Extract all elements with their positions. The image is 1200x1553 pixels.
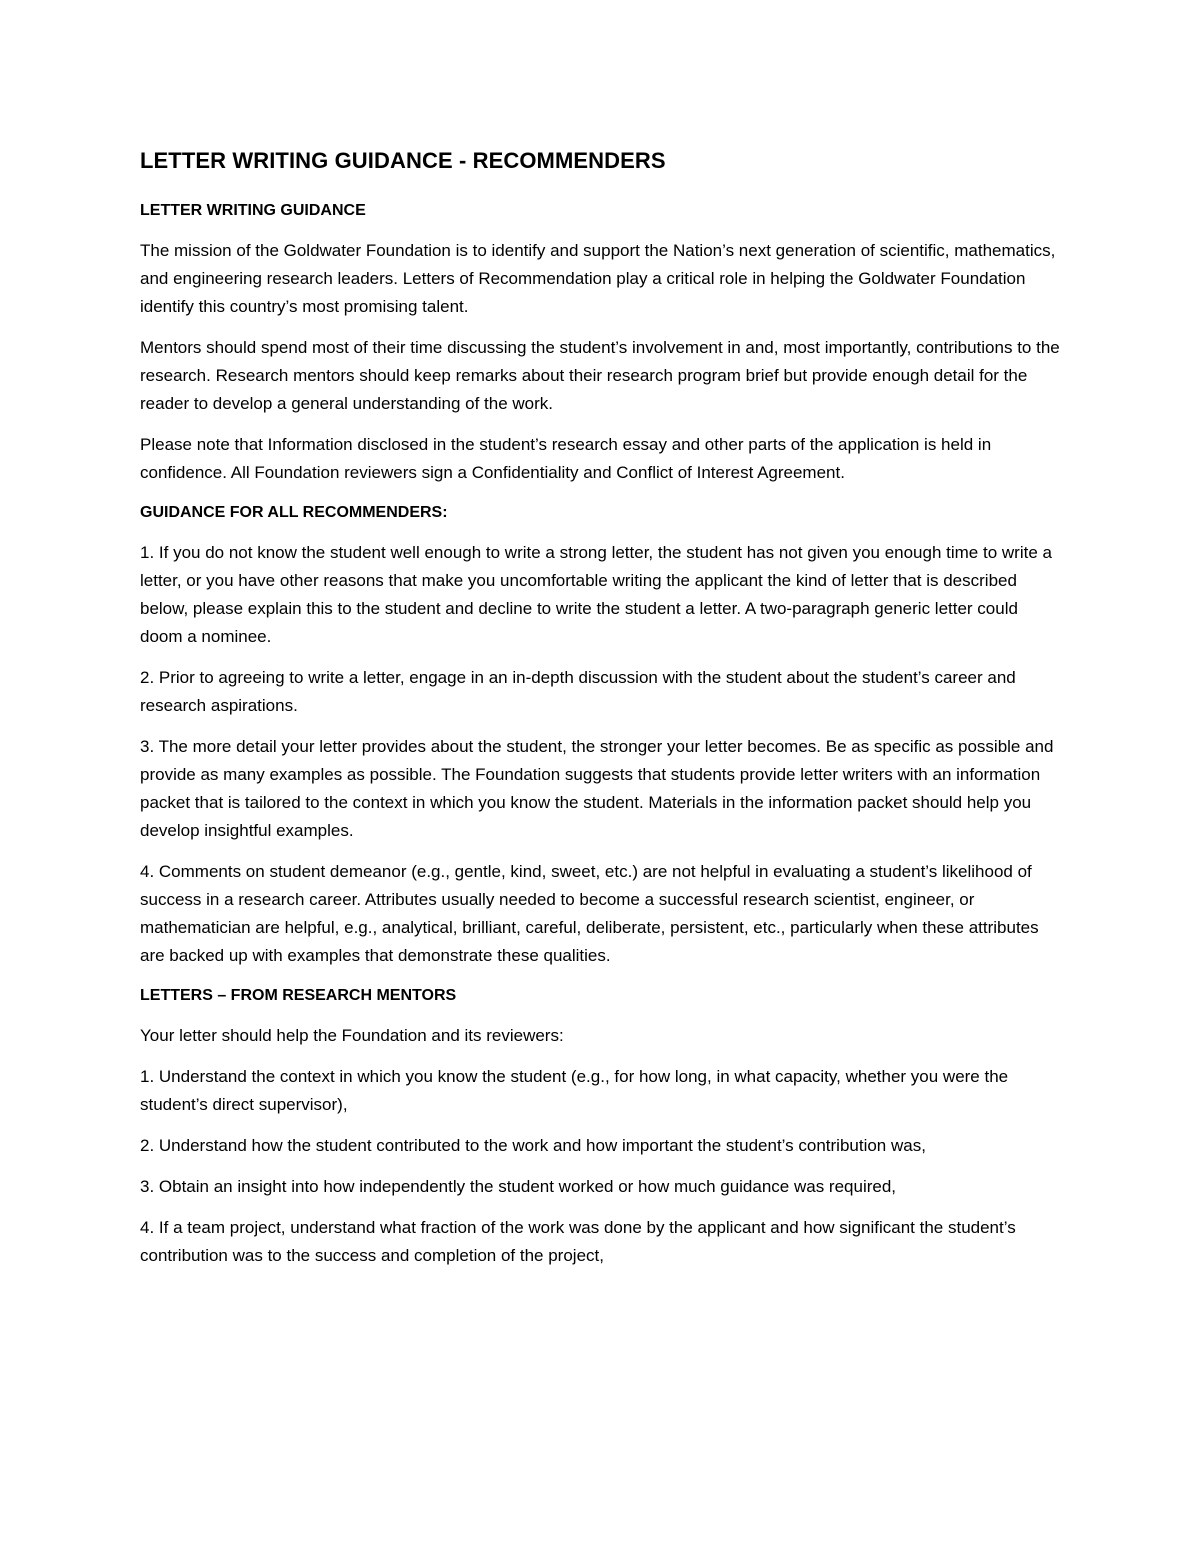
section-heading-all-recommenders: GUIDANCE FOR ALL RECOMMENDERS:	[140, 504, 448, 521]
list-item: 4. If a team project, understand what fraction of the work was done by the applicant and how significant the student’s contribution was to the success and completion of the project,	[140, 1218, 1016, 1265]
section-heading-research-mentors: LETTERS – FROM RESEARCH MENTORS	[140, 987, 457, 1004]
paragraph-confidentiality: Please note that Information disclosed in the student’s research essay and other parts of the application is held in confidence. All Foundation reviewers sign a Confidentiality and Conflict of Interest Agreement.	[140, 435, 992, 482]
document-body	[140, 146, 1065, 1283]
document-title: LETTER WRITING GUIDANCE - RECOMMENDERS	[140, 148, 666, 173]
paragraph-mission: The mission of the Goldwater Foundation is to identify and support the Nation’s next generation of scientific, mathematics, and engineering research leaders. Letters of Recommendation play a critical role in helping the Goldwater Foundation identify this country’s most promising talent.	[140, 241, 1056, 316]
list-item: 2. Understand how the student contributed to the work and how important the student’s contribution was,	[140, 1136, 926, 1155]
list-item: 4. Comments on student demeanor (e.g., gentle, kind, sweet, etc.) are not helpful in evaluating a student’s likelihood of success in a research career. Attributes usually needed to become a successful research scientist, engineer, or mathematician are helpful, e.g., analytical, brilliant, careful, deliberate, persistent, etc., particularly when these attributes are backed up with examples that demonstrate these qualities.	[140, 862, 1039, 965]
list-item: 2. Prior to agreeing to write a letter, engage in an in-depth discussion with the student about the student’s career and research aspirations.	[140, 668, 1016, 715]
paragraph-mentor-intro: Your letter should help the Foundation and its reviewers:	[140, 1026, 564, 1045]
paragraph-mentors: Mentors should spend most of their time discussing the student’s involvement in and, most importantly, contributions to the research. Research mentors should keep remarks about their research program brief but provide enough detail for the reader to develop a general understanding of the work.	[140, 338, 1060, 413]
list-item: 3. The more detail your letter provides about the student, the stronger your letter becomes. Be as specific as possible and provide as many examples as possible. The Foundation suggests that students provide letter writers with an information packet that is tailored to the context in which you know the student. Materials in the information packet should help you develop insightful examples.	[140, 737, 1054, 840]
list-item: 1. If you do not know the student well enough to write a strong letter, the student has not given you enough time to write a letter, or you have other reasons that make you uncomfortable writing the applicant the kind of letter that is described below, please explain this to the student and decline to write the student a letter. A two-paragraph generic letter could doom a nominee.	[140, 543, 1052, 646]
section-heading-letter-writing-guidance: LETTER WRITING GUIDANCE	[140, 202, 366, 219]
list-item: 1. Understand the context in which you know the student (e.g., for how long, in what capacity, whether you were the student’s direct supervisor),	[140, 1067, 1009, 1114]
list-item: 3. Obtain an insight into how independently the student worked or how much guidance was required,	[140, 1177, 897, 1196]
